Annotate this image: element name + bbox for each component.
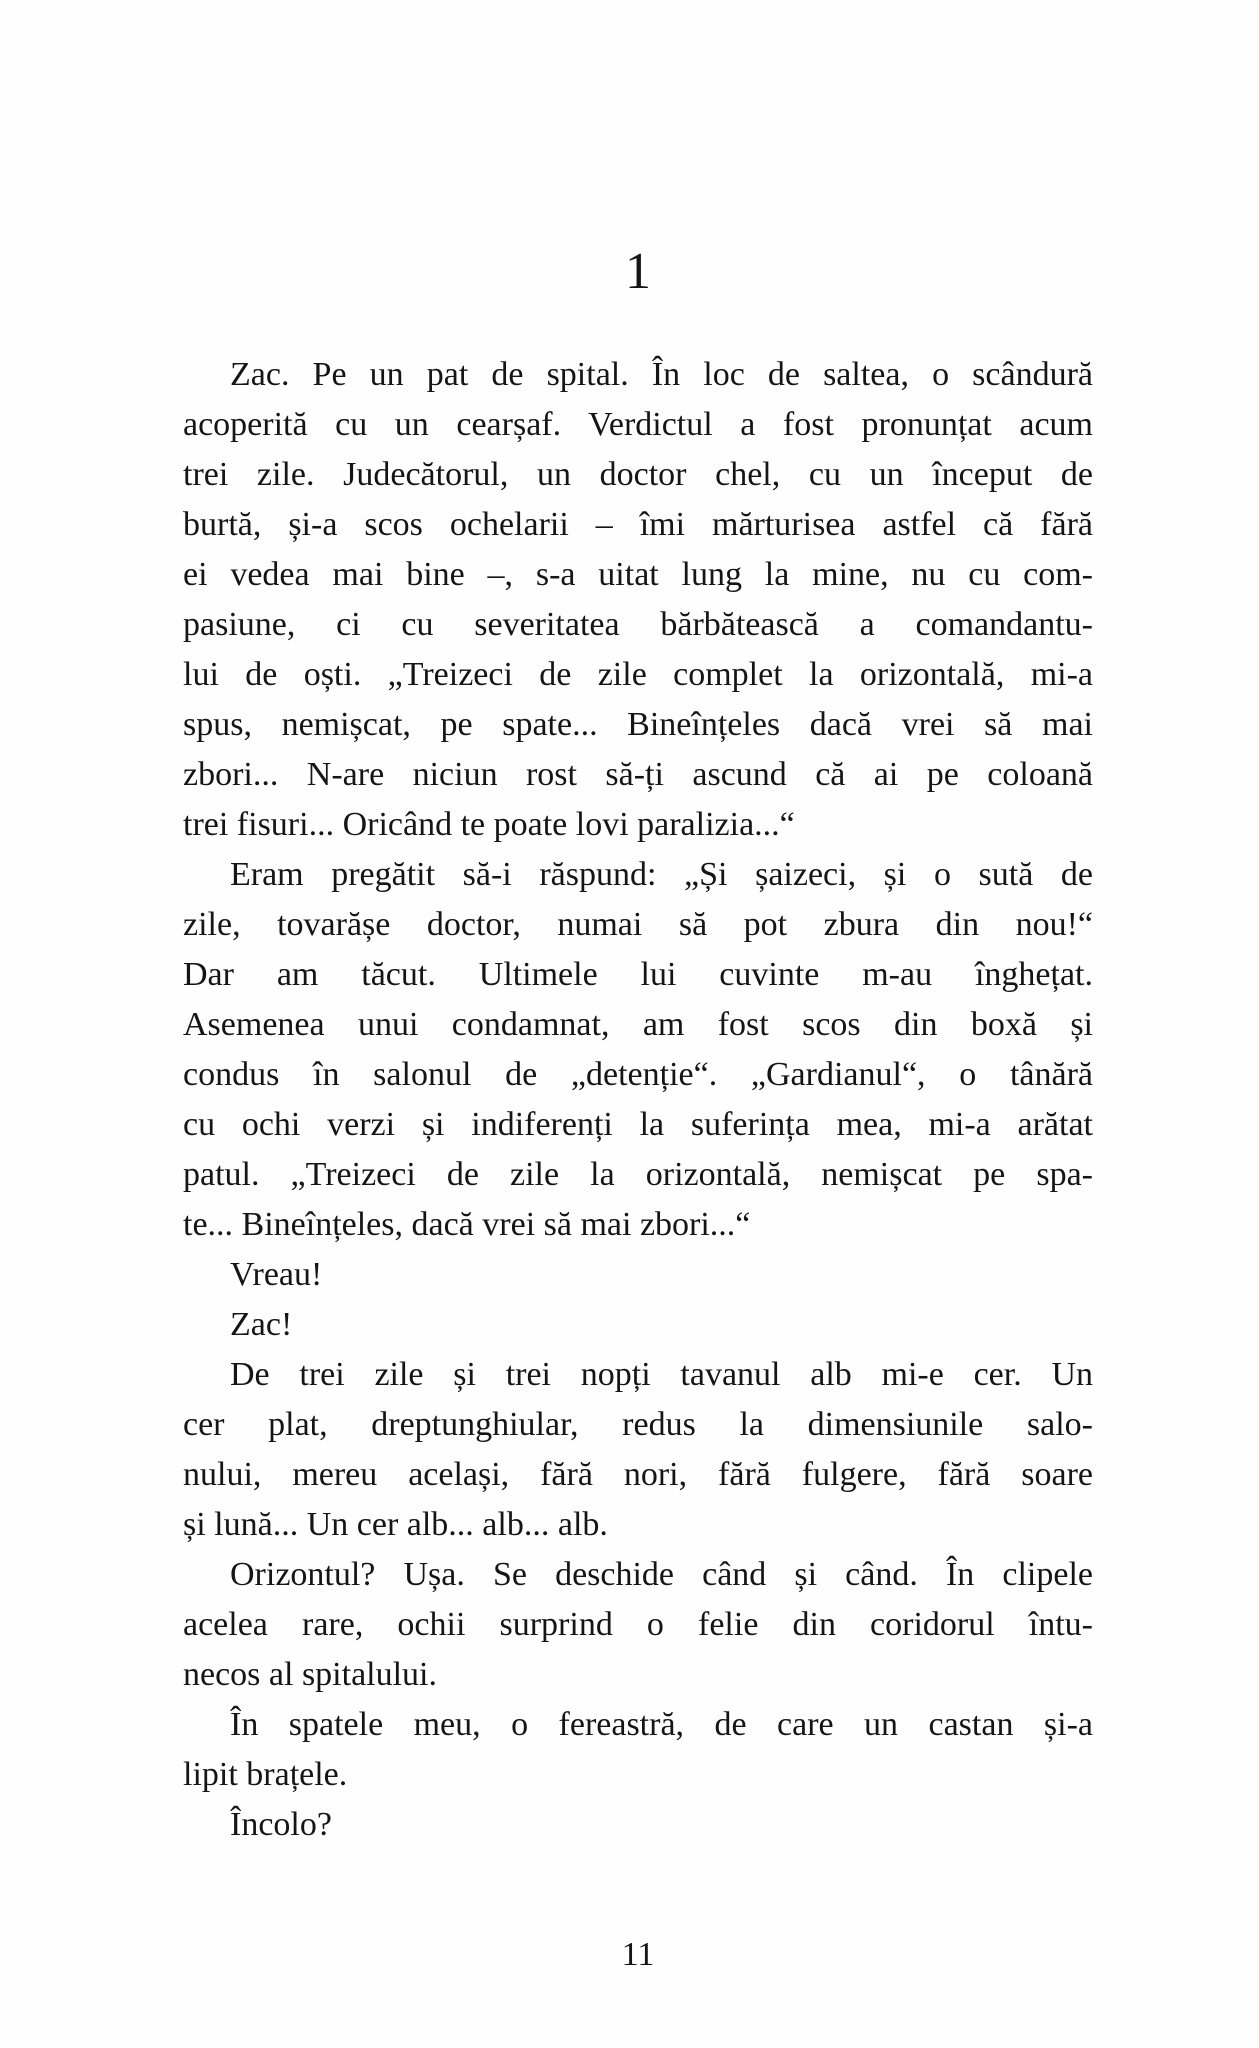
text-line: Încolo?: [230, 1806, 332, 1843]
text-line: zbori... N-are niciun rost să-ți ascund că ai pe coloană: [183, 756, 1093, 793]
text-line: De trei zile și trei nopți tavanul alb mi-e cer. Un: [230, 1356, 1093, 1393]
page-number: 11: [621, 1936, 655, 1973]
text-line: Zac. Pe un pat de spital. În loc de saltea, o scândură: [230, 356, 1093, 393]
text-line: cu ochi verzi și indiferenți la suferința mea, mi-a arătat: [183, 1106, 1093, 1143]
text-line: pasiune, ci cu severitatea bărbătească a comandantu-: [183, 606, 1093, 643]
text-line: acelea rare, ochii surprind o felie din coridorul întu-: [183, 1606, 1093, 1643]
text-line: Vreau!: [230, 1256, 323, 1293]
text-line: În spatele meu, o fereastră, de care un castan și-a: [230, 1706, 1093, 1743]
text-line: zile, tovarășe doctor, numai să pot zbura din nou!“: [183, 906, 1093, 943]
text-line: Eram pregătit să-i răspund: „Și șaizeci, și o sută de: [230, 856, 1093, 893]
text-line: lui de oști. „Treizeci de zile complet la orizontală, mi-a: [183, 656, 1093, 693]
text-line: patul. „Treizeci de zile la orizontală, nemișcat pe spa-: [183, 1156, 1093, 1193]
text-line: și lună... Un cer alb... alb... alb.: [183, 1506, 608, 1543]
text-line: condus în salonul de „detenție“. „Gardianul“, o tânără: [183, 1056, 1093, 1093]
text-line: spus, nemișcat, pe spate... Bineînțeles dacă vrei să mai: [183, 706, 1093, 743]
text-line: necos al spitalului.: [183, 1656, 438, 1693]
text-line: Zac!: [230, 1306, 293, 1343]
text-line: te... Bineînțeles, dacă vrei să mai zbori...“: [183, 1206, 751, 1243]
text-line: lipit brațele.: [183, 1756, 348, 1793]
chapter-number: 1: [625, 243, 651, 300]
text-line: cer plat, dreptunghiular, redus la dimensiunile salo-: [183, 1406, 1093, 1443]
text-line: Orizontul? Ușa. Se deschide când și când. În clipele: [230, 1556, 1093, 1593]
body-text: [183, 350, 1093, 1850]
text-line: acoperită cu un cearșaf. Verdictul a fost pronunțat acum: [183, 406, 1093, 443]
text-line: ei vedea mai bine –, s-a uitat lung la mine, nu cu com-: [183, 556, 1093, 593]
text-line: nului, mereu același, fără nori, fără fulgere, fără soare: [183, 1456, 1093, 1493]
text-line: burtă, și-a scos ochelarii – îmi mărturisea astfel că fără: [183, 506, 1093, 543]
text-line: Asemenea unui condamnat, am fost scos din boxă și: [183, 1006, 1093, 1043]
text-line: Dar am tăcut. Ultimele lui cuvinte m-au înghețat.: [183, 956, 1093, 993]
text-line: trei fisuri... Oricând te poate lovi paralizia...“: [183, 806, 795, 843]
text-line: trei zile. Judecătorul, un doctor chel, cu un început de: [183, 456, 1093, 493]
